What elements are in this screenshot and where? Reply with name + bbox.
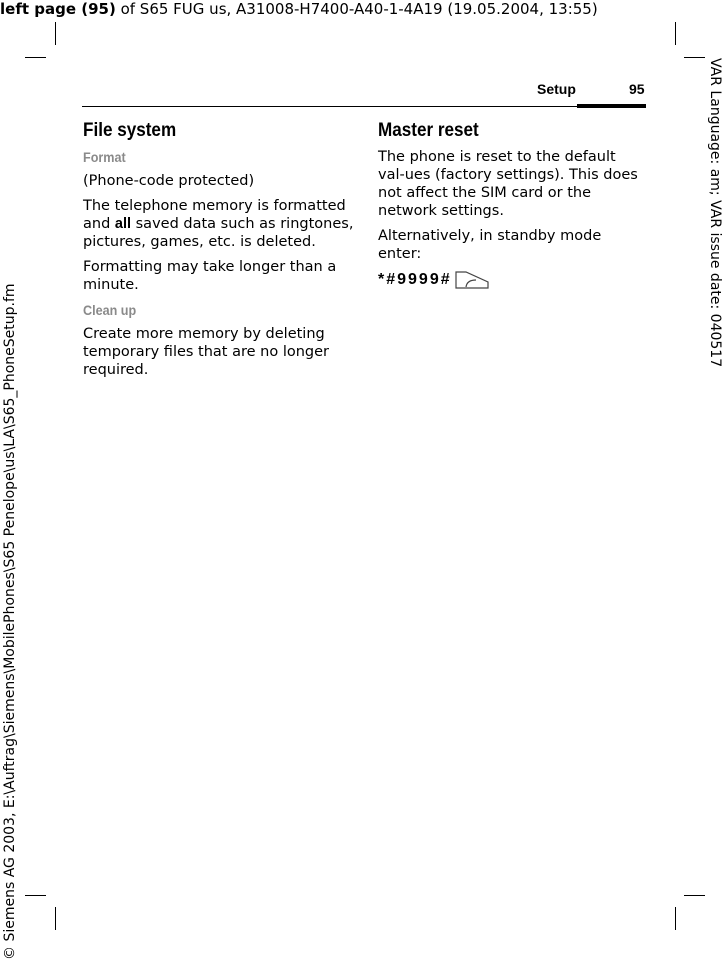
print-header-page: left page (95) <box>0 0 116 18</box>
paragraph: Create more memory by deleting temporary files that are no longer required. <box>83 326 330 378</box>
crop-mark <box>675 907 676 930</box>
side-var-info: VAR Language: am; VAR issue date: 040517 <box>707 58 723 368</box>
subheading-clean-up: Clean up <box>83 302 137 318</box>
side-file-path: © Siemens AG 2003, E:\Auftrag\Siemens\MobilePhones\S65 Penelope\us\LA\S65_PhoneSetup.fm <box>2 283 18 960</box>
crop-mark <box>25 57 46 58</box>
running-header-section: Setup <box>537 81 576 97</box>
paragraph <box>83 197 358 251</box>
crop-mark <box>684 57 705 58</box>
crop-mark <box>55 907 56 930</box>
crop-mark <box>675 22 676 45</box>
crop-mark <box>55 22 56 45</box>
right-column <box>378 122 646 290</box>
crop-mark <box>684 895 705 896</box>
paragraph: The phone is reset to the default val-ues (factory settings). This does not affect the SIM card or the network settings. <box>378 149 638 219</box>
crop-mark <box>25 895 46 896</box>
heading-file-system: File system <box>83 120 177 141</box>
header-rule-thick <box>577 104 646 108</box>
heading-master-reset: Master reset <box>378 120 479 141</box>
print-header-info: of S65 FUG us, A31008-H7400-A40-1-4A19 (19.05.2004, 13:55) <box>115 0 598 18</box>
subheading-format: Format <box>83 149 126 165</box>
header-rule <box>82 106 646 107</box>
code-text: *#9999# <box>378 271 452 288</box>
text: The telephone memory is formatted and <box>83 198 346 232</box>
reset-code <box>378 270 646 290</box>
page-number: 95 <box>629 81 645 97</box>
emphasis: all <box>114 216 132 232</box>
text: saved data such as ringtones, pictures, games, etc. is deleted. <box>83 216 354 250</box>
call-key-icon <box>454 270 490 290</box>
paragraph: Alternatively, in standby mode enter: <box>378 228 602 262</box>
paragraph: (Phone-code protected) <box>83 173 255 189</box>
left-column <box>83 122 358 386</box>
paragraph: Formatting may take longer than a minute. <box>83 259 337 293</box>
print-header <box>0 0 598 18</box>
